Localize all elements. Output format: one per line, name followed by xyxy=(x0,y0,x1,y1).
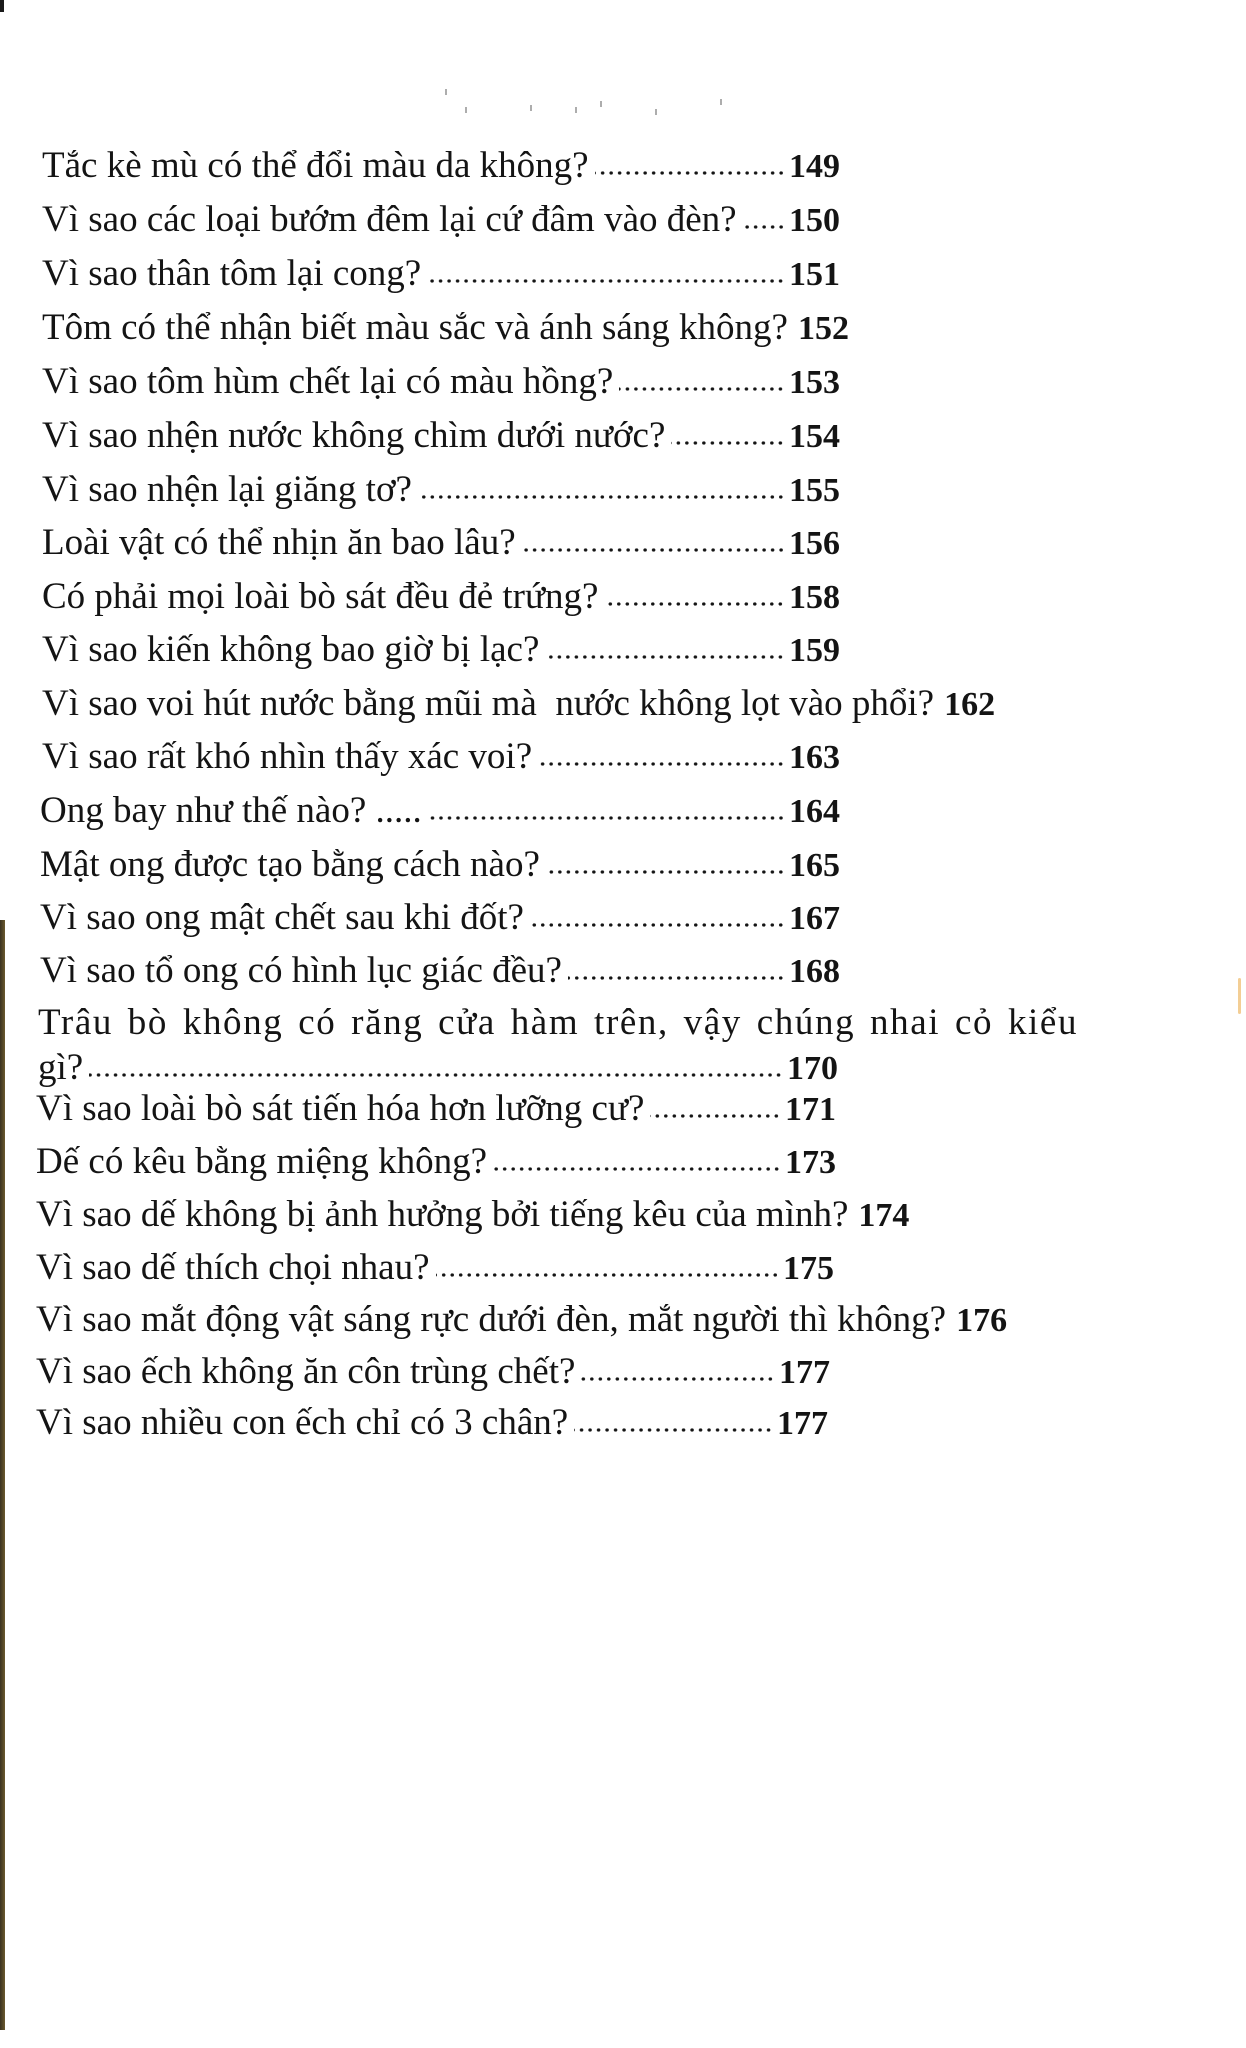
toc-entry-title: Vì sao thân tôm lại cong? xyxy=(42,253,422,294)
toc-entry-title: Vì sao mắt động vật sáng rực dưới đèn, mắt người thì không? xyxy=(36,1299,947,1340)
toc-entry[interactable] xyxy=(40,899,840,936)
toc-entry[interactable] xyxy=(36,1090,836,1127)
toc-entry-title: Dế có kêu bằng miệng không? xyxy=(36,1141,488,1182)
toc-entry-title: Vì sao ong mật chết sau khi đốt? xyxy=(40,897,524,938)
dot-leader xyxy=(743,223,785,231)
toc-entry[interactable] xyxy=(42,738,840,775)
toc-entry-title: Vì sao rất khó nhìn thấy xác voi? xyxy=(42,736,533,777)
toc-entry-page: 170 xyxy=(787,1050,838,1087)
toc-entry[interactable] xyxy=(40,792,840,829)
toc-entry-title: Tắc kè mù có thể đổi màu da không? xyxy=(42,145,589,186)
toc-entry-title: Vì sao kiến không bao giờ bị lạc? xyxy=(42,629,540,670)
toc-entry[interactable] xyxy=(42,683,996,724)
toc-entry-title: Vì sao voi hút nước bằng mũi mà nước không lọt vào phổi? xyxy=(42,683,935,724)
toc-entry-page: 164 xyxy=(789,793,840,830)
toc-entry[interactable] xyxy=(40,846,840,883)
dot-leader xyxy=(574,1426,773,1434)
toc-entry-title: Vì sao nhện lại giăng tơ? xyxy=(42,469,412,510)
dot-leader xyxy=(650,1112,781,1120)
toc-entry-page: 177 xyxy=(779,1354,830,1391)
toc-entry-page: 159 xyxy=(789,632,840,669)
toc-entry-page: 165 xyxy=(789,847,840,884)
toc-entry-title: Vì sao loài bò sát tiến hóa hơn lưỡng cư? xyxy=(36,1088,645,1129)
toc-entry-title: Có phải mọi loài bò sát đều đẻ trứng? xyxy=(42,576,599,617)
toc-entry-title: Vì sao các loại bướm đêm lại cứ đâm vào đèn? xyxy=(42,199,737,240)
toc-entry[interactable] xyxy=(42,578,840,615)
toc-entry-page: 150 xyxy=(789,202,840,239)
page-mark xyxy=(1238,978,1241,1014)
toc-entry[interactable] xyxy=(42,307,849,348)
toc-entry-title: Mật ong được tạo bằng cách nào? xyxy=(40,844,540,885)
dot-leader xyxy=(436,1271,779,1279)
toc-entry-page: 176 xyxy=(956,1302,1008,1339)
toc-entry-title: Loài vật có thể nhịn ăn bao lâu? xyxy=(42,522,516,563)
dot-leader xyxy=(671,439,785,447)
toc-entry-page: 177 xyxy=(777,1405,828,1442)
toc-entry[interactable] xyxy=(42,363,840,400)
toc-entry-title: Vì sao tôm hùm chết lại có màu hồng? xyxy=(42,361,614,402)
dot-leader xyxy=(89,1071,783,1079)
toc-entry-page: 175 xyxy=(783,1250,834,1287)
toc-entry-page: 156 xyxy=(789,525,840,562)
toc-entry-page: 163 xyxy=(789,739,840,776)
dot-leader xyxy=(522,546,785,554)
toc-entry[interactable] xyxy=(36,1404,828,1441)
toc-entry[interactable] xyxy=(40,952,840,989)
toc-entry[interactable] xyxy=(42,201,840,238)
page-edge-top xyxy=(0,0,4,12)
book-spine-edge xyxy=(0,920,5,2030)
toc-entry[interactable] xyxy=(36,1249,834,1286)
toc-entry-page: 173 xyxy=(785,1144,836,1181)
toc-entry-title: Vì sao nhiều con ếch chỉ có 3 chân? xyxy=(36,1402,569,1443)
toc-entry-page: 153 xyxy=(789,364,840,401)
dot-leader xyxy=(581,1375,775,1383)
dot-leader xyxy=(428,814,785,822)
dot-leader xyxy=(604,600,785,608)
toc-entry-page: 174 xyxy=(858,1197,910,1234)
toc-entry[interactable] xyxy=(42,147,840,184)
dot-leader xyxy=(418,493,785,501)
dot-leader xyxy=(538,760,785,768)
dot-leader xyxy=(546,868,785,876)
toc-entry-page: 158 xyxy=(789,579,840,616)
toc-entry-title: Ong bay như thế nào? ..... xyxy=(40,790,422,831)
toc-entry[interactable] xyxy=(42,417,840,454)
toc-entry-page: 151 xyxy=(789,256,840,293)
toc-entry-page: 167 xyxy=(789,900,840,937)
toc-entry-title-continued: gì? xyxy=(38,1047,84,1088)
toc-entry-page: 162 xyxy=(944,686,996,723)
toc-entry-page: 154 xyxy=(789,418,840,455)
toc-entry[interactable] xyxy=(42,524,840,561)
toc-entry-page: 152 xyxy=(797,310,849,347)
toc-entry-title: Vì sao nhện nước không chìm dưới nước? xyxy=(42,415,666,456)
dot-leader xyxy=(568,974,785,982)
toc-entry[interactable] xyxy=(42,631,840,668)
toc-entry[interactable] xyxy=(42,255,840,292)
toc-entry-title: Vì sao dế thích chọi nhau? xyxy=(36,1247,430,1288)
toc-entry[interactable] xyxy=(36,1194,910,1235)
toc-entry-page: 171 xyxy=(785,1091,836,1128)
faded-header-text xyxy=(440,85,880,115)
toc-entry[interactable] xyxy=(36,1143,836,1180)
toc-entry-title: Tôm có thể nhận biết màu sắc và ánh sáng không? xyxy=(42,307,788,348)
toc-entry-title: Vì sao ếch không ăn côn trùng chết? xyxy=(36,1351,576,1392)
toc-entry-title: Vì sao dế không bị ảnh hưởng bởi tiếng kêu của mình? xyxy=(36,1194,849,1235)
dot-leader xyxy=(427,277,785,285)
toc-entry-page: 168 xyxy=(789,953,840,990)
toc-entry[interactable] xyxy=(42,471,840,508)
toc-entry[interactable] xyxy=(38,1002,1079,1088)
toc-entry-title: Vì sao tổ ong có hình lục giác đều? xyxy=(40,950,562,991)
toc-entry-page: 149 xyxy=(789,148,840,185)
dot-leader xyxy=(595,169,785,177)
toc-entry-page: 155 xyxy=(789,472,840,509)
toc-entry-title: Trâu bò không có răng cửa hàm trên, vậy chúng nhai cỏ kiểu xyxy=(38,1002,1079,1043)
dot-leader xyxy=(545,653,785,661)
toc-entry[interactable] xyxy=(36,1299,1008,1340)
dot-leader xyxy=(619,385,785,393)
toc-entry[interactable] xyxy=(36,1353,830,1390)
dot-leader xyxy=(493,1165,781,1173)
dot-leader xyxy=(530,921,785,929)
